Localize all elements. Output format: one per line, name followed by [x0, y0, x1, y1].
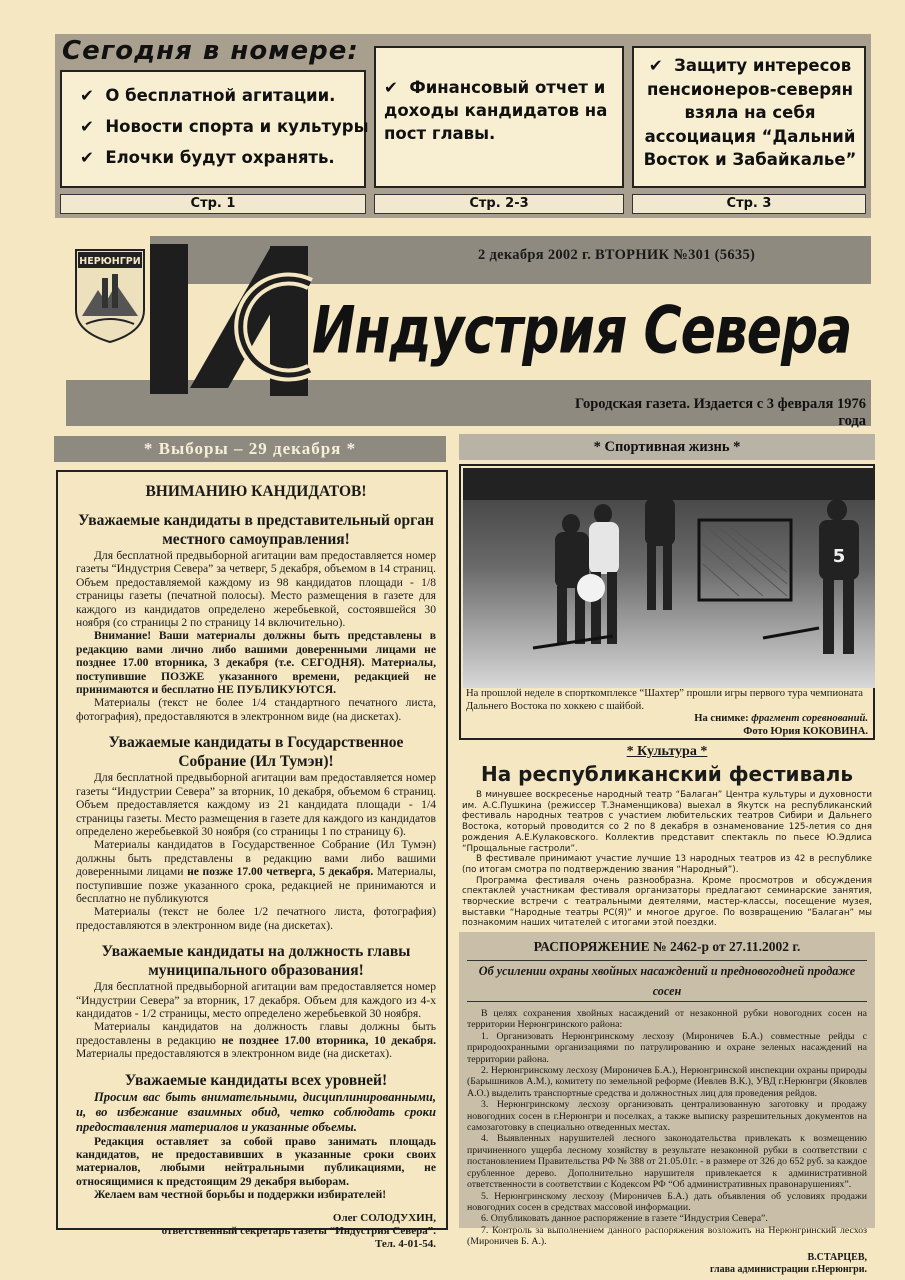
- newspaper-logo-icon: [150, 238, 325, 424]
- teaser-page-1[interactable]: Стр. 1: [60, 194, 366, 214]
- signature-name: Олег СОЛОДУХИН,: [332, 1211, 436, 1224]
- culture-headline: На республиканский фестиваль: [480, 762, 854, 786]
- newspaper-subtitle: Городская газета. Издается с 3 февраля 1976 года: [575, 396, 866, 429]
- teaser-box-1[interactable]: [60, 70, 369, 188]
- block-1-warning: Внимание! Ваши материалы должны быть представлены в редакцию вами лично либо вашими доверенными лицами не позднее 17.00 вторника, 3 декабря (т.е. СЕГОДНЯ). Материалы, поступившие ПОЗЖЕ указанного времени, редакцией не принимаются и бесплатно НЕ ПУБЛИКУЮТСЯ.: [76, 629, 436, 697]
- caption-text: На прошлой неделе в спорткомплексе “Шахтер” прошли игры первого тура чемпионата Дальнего Востока по хоккею с шайбой.: [466, 688, 864, 712]
- article-headline: ВНИМАНИЮ КАНДИДАТОВ!: [145, 483, 367, 500]
- order-intro: В целях сохранения хвойных насаждений от незаконной рубки новогодних сосен на территории Нерюнгринского района:: [467, 1008, 867, 1031]
- block-4-paragraph: Желаем вам честной борьбы и поддержки избирателей!: [94, 1188, 387, 1202]
- issue-date-line: 2 декабря 2002 г. ВТОРНИК №301 (5635): [478, 247, 756, 263]
- block-1-paragraph: Материалы (текст не более 1/4 стандартного печатного листа, фотография), предоставляются в электронном виде (на дискетах).: [76, 696, 436, 723]
- culture-paragraph: В минувшее воскресенье народный театр “Балаган” Центра культуры и духовности им. А.С.Пушкина (режиссер Т.Знаменщикова) выехал в Якутск на республиканский фестиваль народных театров с участием любительских театров Сибири и Дальнего Востока, который проводится со 2 по 8 декабря в ознаменование 125-летия со дня рождения А.Е.Кулаковского. Коллектив представит спектакль по пьесе Ю.Эдлиса “Прощальные гастроли”.: [462, 790, 872, 854]
- order-signature-name: В.СТАРЦЕВ,: [807, 1251, 867, 1263]
- culture-paragraph: Программа фестиваля очень разнообразна. Кроме просмотров и обсуждения спектаклей участникам фестиваля организаторы предлагают семинарские занятия, творческие встречи с театральными деятелями, мастер-классы, посещение музея, выставки “Народные театры РС(Я)” и многое другое. По возвращению “Балаган” мы познакомим наших читателей с итогами этой поездки.: [462, 875, 872, 929]
- block-3-paragraph: Материалы кандидатов на должность главы должны быть предоставлены в редакцию не позднее 17.00 вторника, 10 декабря. Материалы предоставляются в электронном виде (на дискетах).: [76, 1020, 436, 1061]
- block-4-title: Уважаемые кандидаты всех уровней!: [124, 1071, 388, 1089]
- block-4-appeal: Просим вас быть внимательными, дисциплинированными, и, во избежание взаимных обид, четко соблюдать сроки предоставления материалов и указанные объемы.: [76, 1089, 436, 1134]
- teaser-item: ✔ О бесплатной агитации.: [80, 86, 336, 105]
- check-icon: ✔: [648, 56, 663, 75]
- photo-caption: [466, 688, 868, 738]
- section-elections[interactable]: * Выборы – 29 декабря *: [54, 436, 446, 462]
- order-item: 1. Организовать Нерюнгринскому лесхозу (Мироничев Б.А.) совместные рейды с природоохранными организациями по патрулированию и охране зеленых насаждений на территории района.: [467, 1030, 867, 1065]
- order-item: 2. Нерюнгринскому лесхозу (Мироничев Б.А.), Нерюнгринской инспекции охраны природы (Барышников А.М.), комитету по земельной реформе (Иевлев В.К.), УВД г.Нерюнгри (Яковлев А.О.) выделить транспортные средства и должностных лиц для проведения рейдов.: [467, 1065, 867, 1099]
- teaser-page-2[interactable]: Стр. 2-3: [374, 194, 624, 214]
- section-sport[interactable]: * Спортивная жизнь *: [459, 434, 875, 460]
- block-2-paragraph: Материалы (текст не более 1/2 печатного листа, фотография) предоставляются в электронном виде (на дискетах).: [76, 905, 436, 932]
- check-icon: ✔: [80, 148, 94, 167]
- block-2-paragraph: Материалы кандидатов в Государственное Собрание (Ил Тумэн) должны быть представлены в редакцию вами либо вашими доверенными лицами не позже 17.00 четверга, 5 декабря. Материалы, поступившие позже указанного срока, редакцией не принимаются и бесплатно не публикуются: [76, 838, 436, 905]
- block-2-title: Уважаемые кандидаты в Государственное Собрание (Ил Тумэн)!: [108, 734, 404, 771]
- teaser-title: Сегодня в номере:: [62, 36, 359, 66]
- order-title: РАСПОРЯЖЕНИЕ № 2462-р от 27.11.2002 г.: [533, 939, 801, 954]
- check-icon: ✔: [384, 78, 398, 97]
- block-1-title: Уважаемые кандидаты в представительный орган местного самоуправления!: [78, 512, 434, 548]
- order-item: 5. Нерюнгринскому лесхозу (Мироничев Б.А.) дать объявления об условиях продажи новогодних сосен в средствах массовой информации.: [467, 1190, 867, 1213]
- signature-role: ответственный секретарь газеты “Индустрия Севера”.: [161, 1224, 436, 1237]
- teaser-page-3[interactable]: Стр. 3: [632, 194, 866, 214]
- teaser-item: ✔ Финансовый отчет и доходы кандидатов на пост главы.: [384, 78, 608, 143]
- order-box: [459, 932, 875, 1275]
- check-icon: ✔: [80, 86, 94, 105]
- order-item: 6. Опубликовать данное распоряжение в газете “Индустрия Севера”.: [481, 1213, 768, 1225]
- block-3-paragraph: Для бесплатной предвыборной агитации вам предоставляется номер “Индустрии Севера” за вторник, 17 декабря. Объем для каждого из 4-х кандидатов - 1/2 страницы, место определено жеребьевкой 30 ноября.: [76, 980, 436, 1020]
- section-culture[interactable]: * Культура *: [626, 744, 708, 759]
- block-4-paragraph: Редакция оставляет за собой право занимать площадь кандидатов, не предоставивших в указанные сроки своих материалов, любыми нейтральными публикациями, не относящимися к предстоящим 29 декабря выборам.: [76, 1134, 436, 1188]
- order-item: 4. Выявленных нарушителей лесного законодательства привлекать к возмещению причиненного ущерба лесному хозяйству в результате незаконной рубки в соответствии с постановлением Правительства РФ № 388 от 21.05.01г. - в размере от 326 до 652 руб. за каждое срубленное дерево. Дополнительно нарушителя привлекается к административной ответственности в соответствии с Кодексом РФ “Об административных правонарушениях”.: [467, 1133, 867, 1191]
- order-item: 3. Нерюнгринскому лесхозу организовать централизованную заготовку и продажу новогодних сосен в г.Нерюнгри и поселках, а также выписку разрешительных документов на самозаготовку в специально отведенных местах.: [467, 1099, 867, 1134]
- order-item: 7. Контроль за выполнением данного распоряжения возложить на Нерюнгринский лесхоз (Мироничев Б. А.).: [467, 1224, 867, 1248]
- order-subtitle: Об усилении охраны хвойных насаждений и предновогодней продаже сосен: [467, 960, 867, 1002]
- block-1-paragraph: Для бесплатной предвыборной агитации вам предоставляется номер газеты “Индустрия Севера” за четверг, 5 декабря, объемом в 14 страниц. Объем предоставляемой каждому из 98 кандидатов площади - 1/8 страницы газеты (печатной полосы). Место размещения в газете для каждого из кандидатов определено жеребьевкой, состоявшейся 30 ноября (со страницы 2 по страницу 14 включительно).: [76, 549, 436, 630]
- teaser-box-3[interactable]: [632, 46, 866, 188]
- city-crest-icon: [72, 244, 148, 344]
- culture-paragraph: В фестивале принимают участие лучшие 13 народных театров из 42 в республике (по итогам смотра по подтверждению звания “Народный”).: [462, 854, 872, 875]
- block-2-paragraph: Для бесплатной предвыборной агитации вам предоставляется номер газеты “Индустрии Севера” за вторник, 10 декабря, объемом 6 страниц. Объем предоставляется каждому из 21 кандидата площади - 1/4 страницы газеты. Место размещения в газете для каждого из кандидатов определено жеребьевкой 30 ноября (со страницы 1 по страницу 6).: [76, 771, 436, 838]
- teaser-box-2[interactable]: [374, 46, 624, 188]
- crest-label: НЕРЮНГРИ: [79, 256, 141, 267]
- hockey-photo-image: [463, 468, 875, 688]
- photographer: Фото Юрия КОКОВИНА.: [743, 725, 868, 737]
- teaser-item: ✔ Новости спорта и культуры: [80, 117, 369, 136]
- jersey-number: 5: [832, 546, 846, 567]
- photo-credit: На снимке: фрагмент соревнований.: [694, 713, 868, 725]
- signature-phone: Тел. 4-01-54.: [374, 1237, 436, 1250]
- teaser-item: ✔ Елочки будут охранять.: [80, 148, 335, 167]
- elections-article: [56, 470, 448, 1250]
- order-signature-role: глава администрации г.Нерюнгри.: [710, 1263, 867, 1275]
- block-3-title: Уважаемые кандидаты на должность главы муниципального образования!: [101, 943, 411, 980]
- check-icon: ✔: [80, 117, 94, 136]
- teaser-item: ✔ Защиту интересов пенсионеров-северян взяла на себя ассоциация “Дальний Восток и Забайкалье”: [643, 56, 857, 169]
- culture-article: [462, 790, 872, 930]
- newspaper-title: Индустрия Севера: [312, 293, 852, 369]
